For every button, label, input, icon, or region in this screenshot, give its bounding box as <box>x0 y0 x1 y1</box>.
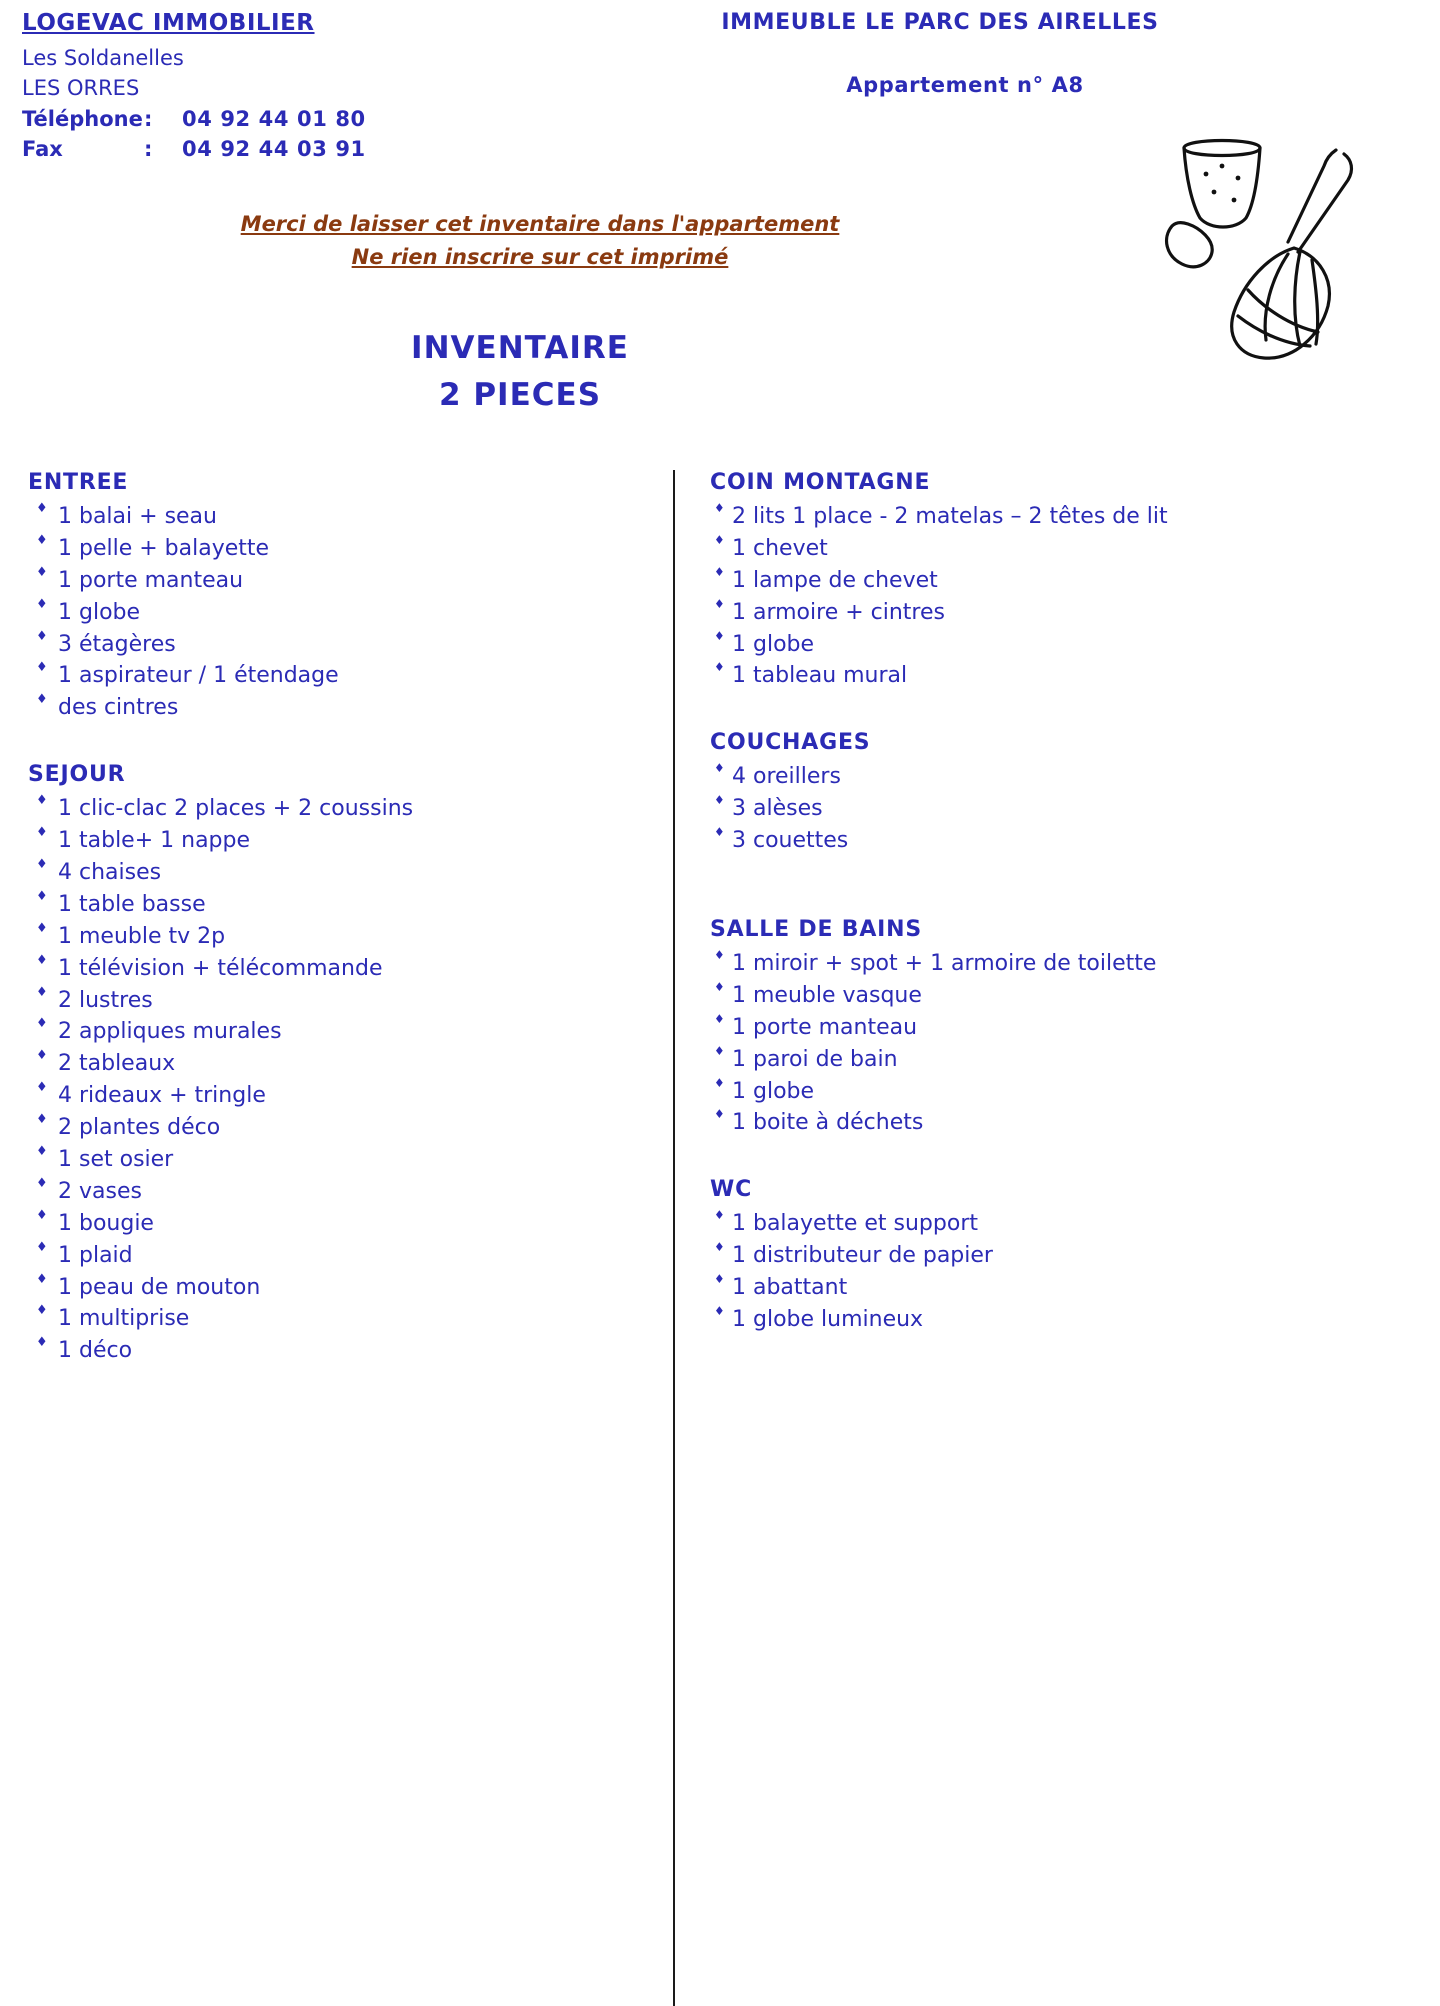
list-item: ♦ 2 lits 1 place - 2 matelas – 2 têtes de lit <box>710 501 1410 533</box>
section-title: ENTREE <box>28 470 129 495</box>
section-entree <box>28 470 648 724</box>
section-coin-montagne <box>710 470 1410 692</box>
list-item: ♦ 1 balayette et support <box>710 1208 1410 1240</box>
spacer <box>710 1155 1410 1177</box>
list-item: ♦ 1 porte manteau <box>710 1012 1410 1044</box>
section-title: SALLE DE BAINS <box>710 917 922 943</box>
list-item: ♦ 4 oreillers <box>710 761 1410 793</box>
list-item: ♦ 1 miroir + spot + 1 armoire de toilette <box>710 948 1410 980</box>
fax-colon: : <box>144 137 153 162</box>
fax-value: 04 92 44 03 91 <box>182 137 366 162</box>
list-item: ♦ 3 couettes <box>710 825 1410 857</box>
spacer <box>28 740 648 762</box>
fax-label: Fax <box>22 137 63 162</box>
section-title: SEJOUR <box>28 762 126 788</box>
section-salle-de-bains <box>710 917 1410 1139</box>
list-item: ♦ 1 aspirateur / 1 étendage <box>28 660 648 692</box>
list-item: ♦ 1 table basse <box>28 889 648 921</box>
list-item: ♦ 1 meuble tv 2p <box>28 921 648 953</box>
list-item: ♦ 4 chaises <box>28 857 648 889</box>
list-item: ♦ 1 table+ 1 nappe <box>28 825 648 857</box>
list-item: ♦ 1 télévision + télécommande <box>28 953 648 985</box>
section-wc <box>710 1177 1410 1336</box>
notice-block <box>0 208 1080 273</box>
section-title: COUCHAGES <box>710 730 871 756</box>
list-item: ♦ 2 vases <box>28 1176 648 1208</box>
spacer <box>710 708 1410 730</box>
list-item: ♦ 2 plantes déco <box>28 1112 648 1144</box>
column-divider <box>673 470 675 2006</box>
fax-row <box>22 134 662 164</box>
item-list <box>710 948 1410 1139</box>
list-item: ♦ 1 lampe de chevet <box>710 565 1410 597</box>
list-item: ♦ 1 plaid <box>28 1240 648 1272</box>
list-item: ♦ 2 lustres <box>28 985 648 1017</box>
phone-row <box>22 104 662 134</box>
item-list <box>710 761 1410 857</box>
title-line-1: INVENTAIRE <box>411 330 629 366</box>
list-item: ♦ 1 balai + seau <box>28 501 648 533</box>
list-item: ♦ 1 set osier <box>28 1144 648 1176</box>
phone-value: 04 92 44 01 80 <box>182 106 366 131</box>
list-item: ♦ 1 pelle + balayette <box>28 533 648 565</box>
right-column <box>710 470 1410 1352</box>
notice-line-2: Ne rien inscrire sur cet imprimé <box>351 244 729 269</box>
list-item: ♦ 4 rideaux + tringle <box>28 1080 648 1112</box>
item-list <box>710 501 1410 692</box>
list-item: ♦ des cintres <box>28 692 648 724</box>
list-item: ♦ 1 globe <box>710 629 1410 661</box>
list-item: ♦ 3 étagères <box>28 629 648 661</box>
list-item: ♦ 1 chevet <box>710 533 1410 565</box>
list-item: ♦ 1 clic-clac 2 places + 2 coussins <box>28 793 648 825</box>
list-item: ♦ 1 meuble vasque <box>710 980 1410 1012</box>
item-list <box>28 501 648 724</box>
list-item: ♦ 1 abattant <box>710 1272 1410 1304</box>
building-name: IMMEUBLE LE PARC DES AIRELLES <box>721 10 1159 35</box>
section-title: WC <box>710 1177 753 1203</box>
phone-colon: : <box>144 106 153 131</box>
list-item: ♦ 1 multiprise <box>28 1303 648 1335</box>
list-item: ♦ 2 tableaux <box>28 1048 648 1080</box>
spacer <box>710 873 1410 895</box>
list-item: ♦ 3 alèses <box>710 793 1410 825</box>
list-item: ♦ 1 globe lumineux <box>710 1304 1410 1336</box>
agency-block <box>22 10 662 165</box>
inventory-columns <box>0 470 1440 2006</box>
section-title: COIN MONTAGNE <box>710 470 931 495</box>
item-list <box>28 793 648 1367</box>
company-address-line-1: Les Soldanelles <box>22 46 184 70</box>
list-item: ♦ 1 tableau mural <box>710 660 1410 692</box>
section-couchages <box>710 730 1410 857</box>
list-item: ♦ 1 distributeur de papier <box>710 1240 1410 1272</box>
list-item: ♦ 1 paroi de bain <box>710 1044 1410 1076</box>
whisk-icon <box>1148 130 1378 370</box>
list-item: ♦ 1 boite à déchets <box>710 1107 1410 1139</box>
company-address-line-2: LES ORRES <box>22 76 140 101</box>
phone-label: Téléphone <box>22 106 143 131</box>
list-item: ♦ 2 appliques murales <box>28 1016 648 1048</box>
list-item: ♦ 1 bougie <box>28 1208 648 1240</box>
list-item: ♦ 1 déco <box>28 1335 648 1367</box>
title-line-2: 2 PIECES <box>438 376 602 413</box>
page-title <box>0 325 1040 418</box>
list-item: ♦ 1 peau de mouton <box>28 1272 648 1304</box>
company-name: LOGEVAC IMMOBILIER <box>22 10 315 36</box>
list-item: ♦ 1 porte manteau <box>28 565 648 597</box>
apartment-number: Appartement n° A8 <box>846 73 1084 97</box>
list-item: ♦ 1 globe <box>710 1076 1410 1108</box>
list-item: ♦ 1 globe <box>28 597 648 629</box>
section-sejour <box>28 762 648 1367</box>
item-list <box>710 1208 1410 1336</box>
property-block <box>660 10 1220 97</box>
notice-line-1: Merci de laisser cet inventaire dans l'appartement <box>240 212 840 236</box>
list-item: ♦ 1 armoire + cintres <box>710 597 1410 629</box>
left-column <box>28 470 648 1383</box>
spacer <box>710 895 1410 917</box>
